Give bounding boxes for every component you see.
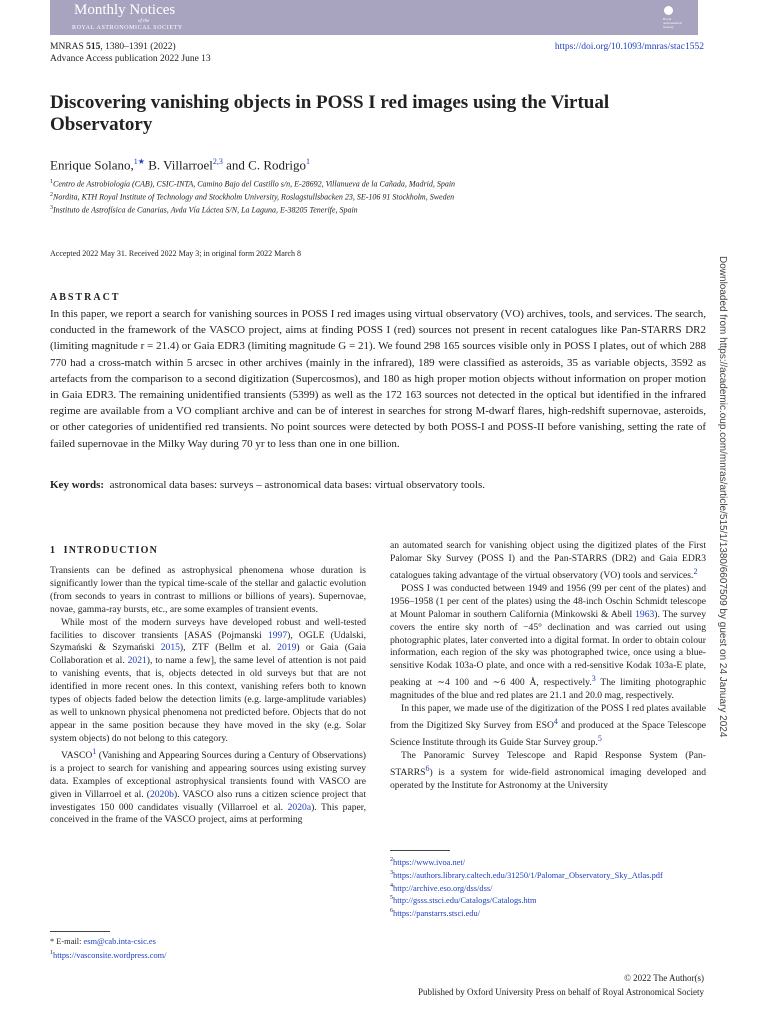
footnote: $^6$https://panstarrs.stsci.edu/ [390, 908, 480, 918]
doi-link[interactable]: https://doi.org/10.1093/mnras/stac1552 [554, 42, 704, 52]
abstract-heading: ABSTRACT [50, 292, 121, 303]
access-line: Advance Access publication 2022 June 13 [50, 54, 211, 64]
footnote-link[interactable]: https://vasconsite.wordpress.com/ [53, 950, 167, 960]
footnote: $^2$https://www.ivoa.net/ [390, 857, 466, 867]
paragraph: Transients can be defined as astrophysical phenomena whose duration is significantly lower than the typical time-scale of the stellar and galactic evolution (from seconds to years in contrast to millions or billions of years). Supernovae, novae, gamma-ray bursts, etc., are some examples of transient events. [50, 565, 366, 615]
footnote-link[interactable]: https://panstarrs.stsci.edu/ [393, 908, 480, 918]
footnote-rule [50, 931, 110, 932]
journal-banner [50, 0, 698, 35]
paragraph: While most of the modern surveys have developed robust and well-tested facilities to discover transients [ASAS (Pojmanski 1997), OGLE (Udalski, Szymański & Szymański 2015), ZTF (Bellm et al. 2019) or Gaia (Gaia Collaboration et al. 2021), to name a few], the same level of attention is not paid to vanishing events, that is, objects detected in old surveys but that are not identified in more recent ones. In this context, vanishing refers both to known types of objects faded below the detection limits (e.g. large-amplitude variables) as well to unknown physical phenomena not predicted before. Objects that do not appear in the same position because they have moved in the sky (e.g. Solar system objects) do not belong to this category. [50, 616, 366, 744]
left-column [50, 565, 366, 827]
journal-of: of the [138, 19, 150, 24]
affiliation: $^3$Instituto de Astrofísica de Canarias, Avda Vía Láctea S/N, La Laguna, E-38205 Tenerife, Spain [50, 205, 358, 215]
paragraph: In this paper, we made use of the digitization of the POSS I red plates available from the Digitized Sky Survey from ESO$^4$ and produced at the Space Telescope Science Institute through its Guide Star Survey group.$^5$ [390, 703, 706, 749]
citation-line: MNRAS 515, 1380–1391 (2022) [50, 42, 176, 52]
paragraph: The Panoramic Survey Telescope and Rapid Response System (Pan-STARRS$^6$) is a system for wide-field astronomical imaging developed and operated by the Institute for Astronomy at the University [390, 750, 706, 792]
affiliation: $^1$Centro de Astrobiología (CAB), CSIC-INTA, Camino Bajo del Castillo s/n, E-28692, Villanueva de la Cañada, Madrid, Spain [50, 179, 456, 189]
footnote-list [390, 855, 706, 919]
section-heading: 1 INTRODUCTION [50, 545, 159, 556]
footnote-link[interactable]: http://gsss.stsci.edu/Catalogs/Catalogs.htm [393, 896, 537, 906]
citation-link[interactable]: 2015 [160, 642, 180, 654]
paragraph: VASCO$^1$ (Vanishing and Appearing Sources during a Century of Observations) is a project to search for vanishing and appearing sources using existing survey data. Examples of exceptional astrophysical transients found with VASCO are given in Villarroel et al. (2020b). VASCO also runs a citizen science project that investigates 150 000 candidates visually (Villarroel et al. 2020a). This paper, conceived in the frame of the VASCO project, aims at performing [50, 746, 367, 826]
paragraph: POSS I was conducted between 1949 and 1956 (99 per cent of the plates) and 1956–1958 (1 per cent of the plates) using the 48-inch Oschin Schmidt telescope at Mount Palomar in southern California (Minkowski & Abell 1963). The survey covers the entire sky north of −45° declination and was carried out using photographic plates, later converted into a digital format. In order to obtain colour information, each region of the sky was photographed twice, once using a blue-sensitive Kodak 103a-O plate, and once with a red-sensitive Kodak 103a-E plate, peaking at ∼4 100 and ∼6 400 Å, respectively.$^3$ The limiting photographic magnitudes of the blue and red plates are 21.1 and 20.0 mag, respectively. [390, 582, 706, 702]
footnote: $^5$http://gsss.stsci.edu/Catalogs/Catalogs.htm [390, 895, 537, 906]
affiliation: $^2$Nordita, KTH Royal Institute of Technology and Stockholm University, Roslagstullsbacken 23, SE-106 91 Stockholm, Sweden [50, 192, 455, 202]
paper-title: Discovering vanishing objects in POSS I red images using the Virtual Observatory [50, 92, 610, 135]
citation-link[interactable]: 1997 [267, 629, 288, 641]
email-link[interactable]: esm@cab.inta-csic.es [83, 937, 156, 946]
accepted-line: Accepted 2022 May 31. Received 2022 May 3; in original form 2022 March 8 [50, 249, 302, 258]
citation-link[interactable]: 2019 [277, 642, 297, 654]
footnote: $^4$http://archive.eso.org/dss/dss/ [390, 882, 493, 893]
seal-label: Royal Astronomical Society [663, 17, 683, 29]
download-sidebar: Downloaded from https://academic.oup.com/mnras/article/515/1/1380/6607509 by guest on 24 January 2024 [717, 256, 728, 738]
society-seal-icon [662, 6, 690, 32]
keywords: Key words: astronomical data bases: surveys – astronomical data bases: virtual observatory tools. [50, 479, 486, 491]
citation-link[interactable]: 2021 [127, 655, 147, 667]
footnote-link[interactable]: https://authors.library.caltech.edu/31250/1/Palomar_Observatory_Sky_Atlas.pdf [393, 870, 663, 880]
citation-link[interactable]: 1963 [635, 608, 655, 620]
citation-link[interactable]: 2020b [149, 788, 174, 800]
journal-name: Monthly Notices [74, 2, 176, 18]
journal-society: ROYAL ASTRONOMICAL SOCIETY [72, 25, 183, 31]
footnote-email: * E-mail: esm@cab.inta-csic.es [50, 937, 156, 946]
citation-link[interactable]: 2020a [287, 801, 312, 813]
right-column [390, 540, 706, 793]
copyright: © 2022 The Author(s) [624, 973, 704, 983]
footnote-link[interactable]: http://archive.eso.org/dss/dss/ [393, 883, 493, 893]
footnote-rule [390, 850, 450, 851]
footnote-link[interactable]: https://www.ivoa.net/ [393, 857, 466, 867]
footnote: $^3$https://authors.library.caltech.edu/31250/1/Palomar_Observatory_Sky_Atlas.pdf [390, 869, 663, 880]
footnote: $^1$https://vasconsite.wordpress.com/ [50, 950, 167, 960]
author-list: Enrique Solano,$^{1★}$ B. Villarroel$^{2,3}$ and C. Rodrigo$^1$ [50, 157, 310, 173]
publisher-line: Published by Oxford University Press on behalf of Royal Astronomical Society [418, 987, 704, 997]
paragraph: an automated search for vanishing object using the digitized plates of the First Palomar Sky Survey (POSS I) and the Pan-STARRS (DR2) and Gaia EDR3 catalogues taking advantage of the virtual observatory (VO) tools and services.$^2$ [390, 540, 706, 581]
abstract-text: In this paper, we report a search for vanishing sources in POSS I red images using virtual observatory (VO) archives, tools, and services. The search, conducted in the framework of the VASCO project, aims at finding POSS I (red) sources not present in recent catalogues like Pan-STARRS DR2 (limiting magnitude r = 21.4) or Gaia EDR3 (limiting magnitude G = 21). We found 298 165 sources visible only in POSS I plates, out of which 288 770 had a cross-match within 5 arcsec in other archives (mainly in the infrared), 189 were classified as asteroids, 35 as variable objects, 3592 as artefacts from the comparison to a second digitization (Supercosmos), and 180 as high proper motion objects without information on proper motion in Gaia EDR3. The remaining unidentified transients (5399) as well as the 172 163 sources not detected in the optical but identified in the infrared regime are available from a VO compliant archive and can be of interest in searches for strong M-dwarf flares, high-redshift supernovae, asteroids, or other categories of unidentified red transients. No point sources were detected by both POSS-I and POSS-II before vanishing, setting the rate of failed supernovae in the Milky Way during 70 yr to less than one in one billion. [50, 308, 706, 450]
